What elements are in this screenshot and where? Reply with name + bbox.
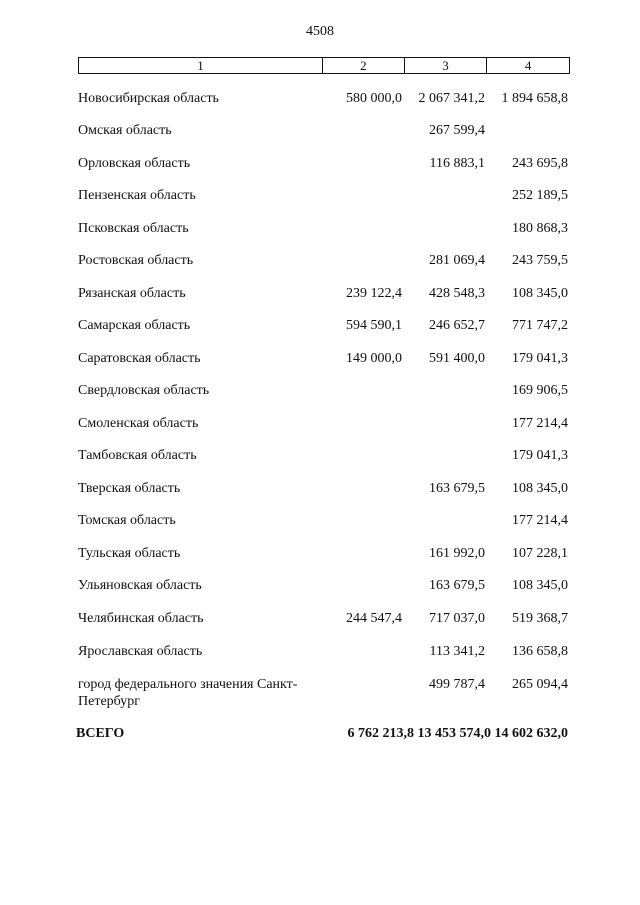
value-col4: 519 368,7 <box>512 611 568 626</box>
value-col4: 179 041,3 <box>512 448 568 463</box>
column-header-3: 3 <box>405 58 488 73</box>
value-col3: 717 037,0 <box>429 611 485 626</box>
region-name: Рязанская область <box>78 286 186 301</box>
value-col4: 243 695,8 <box>512 156 568 171</box>
region-name: город федерального значения Санкт-Петербург <box>78 677 298 709</box>
value-col4: 107 228,1 <box>512 546 568 561</box>
value-col2: 580 000,0 <box>346 91 402 106</box>
value-col3: 161 992,0 <box>429 546 485 561</box>
value-col2: 239 122,4 <box>346 286 402 301</box>
region-name: Новосибирская область <box>78 91 219 106</box>
value-col3: 246 652,7 <box>429 318 485 333</box>
value-col4: 177 214,4 <box>512 513 568 528</box>
region-name: Челябинская область <box>78 611 204 626</box>
region-name: Тульская область <box>78 546 181 561</box>
region-name: Псковская область <box>78 221 189 236</box>
region-name: Свердловская область <box>78 383 210 398</box>
column-header-4: 4 <box>524 58 532 73</box>
total-value-col2: 6 762 213,8 <box>347 726 414 741</box>
value-col2: 244 547,4 <box>346 611 402 626</box>
value-col4: 265 094,4 <box>512 677 568 692</box>
value-col4: 1 894 658,8 <box>501 91 568 106</box>
region-name: Омская область <box>78 123 172 138</box>
value-col4: 169 906,5 <box>512 383 568 398</box>
region-name: Орловская область <box>78 156 191 171</box>
value-col3: 267 599,4 <box>429 123 485 138</box>
value-col3: 163 679,5 <box>429 578 485 593</box>
column-header-2: 2 <box>323 58 405 73</box>
value-col3: 116 883,1 <box>429 156 485 171</box>
value-col4: 108 345,0 <box>512 578 568 593</box>
total-label: ВСЕГО <box>76 726 125 741</box>
value-col3: 591 400,0 <box>429 351 485 366</box>
value-col4: 180 868,3 <box>512 221 568 236</box>
value-col4: 252 189,5 <box>512 188 568 203</box>
value-col4: 771 747,2 <box>512 318 568 333</box>
value-col3: 2 067 341,2 <box>418 91 485 106</box>
region-name: Саратовская область <box>78 351 201 366</box>
value-col4: 108 345,0 <box>512 481 568 496</box>
column-header-1: 1 <box>79 58 323 73</box>
value-col4: 177 214,4 <box>512 416 568 431</box>
region-name: Ярославская область <box>78 644 203 659</box>
total-value-col3: 13 453 574,0 <box>417 726 491 741</box>
value-col4: 179 041,3 <box>512 351 568 366</box>
value-col2: 594 590,1 <box>346 318 402 333</box>
value-col3: 163 679,5 <box>429 481 485 496</box>
region-name: Ростовская область <box>78 253 194 268</box>
column-header-row <box>78 57 570 74</box>
region-name: Тамбовская область <box>78 448 197 463</box>
region-name: Томская область <box>78 513 176 528</box>
region-name: Ульяновская область <box>78 578 202 593</box>
value-col3: 281 069,4 <box>429 253 485 268</box>
region-name: Смоленская область <box>78 416 199 431</box>
value-col3: 499 787,4 <box>429 677 485 692</box>
value-col3: 428 548,3 <box>429 286 485 301</box>
region-name: Пензенская область <box>78 188 196 203</box>
value-col4: 108 345,0 <box>512 286 568 301</box>
value-col3: 113 341,2 <box>429 644 485 659</box>
value-col2: 149 000,0 <box>346 351 402 366</box>
total-value-col4: 14 602 632,0 <box>494 726 568 741</box>
region-name: Самарская область <box>78 318 191 333</box>
page-number: 4508 <box>306 24 334 39</box>
value-col4: 243 759,5 <box>512 253 568 268</box>
region-name: Тверская область <box>78 481 181 496</box>
value-col4: 136 658,8 <box>512 644 568 659</box>
total-values <box>348 725 569 742</box>
